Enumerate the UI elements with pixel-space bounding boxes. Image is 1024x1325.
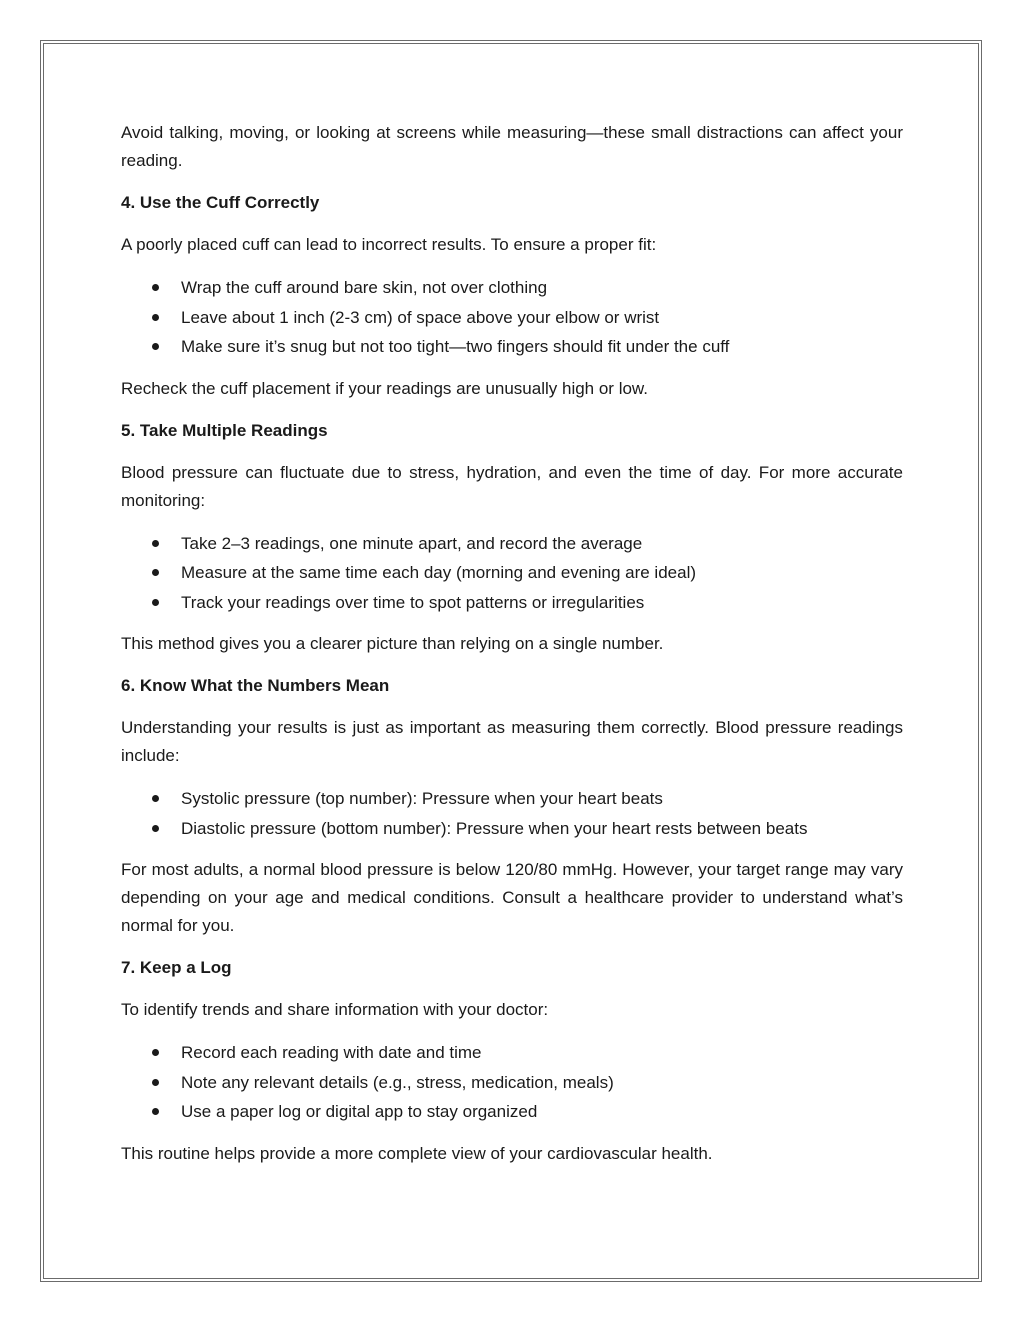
list-item-text: Leave about 1 inch (2-3 cm) of space above your elbow or wrist	[181, 307, 660, 327]
list-item	[121, 529, 903, 559]
section-multiple-readings	[121, 417, 903, 659]
list-item	[121, 588, 903, 618]
bullet-icon	[152, 1079, 159, 1086]
document-body	[121, 119, 903, 1182]
section-lead: Blood pressure can fluctuate due to stress, hydration, and even the time of day. For more accurate monitoring:	[121, 462, 903, 510]
section-know-numbers	[121, 672, 903, 940]
list-item	[121, 558, 903, 588]
bullet-list	[121, 273, 903, 362]
bullet-icon	[152, 795, 159, 802]
section-use-cuff	[121, 189, 903, 403]
list-item-text: Use a paper log or digital app to stay organized	[181, 1102, 538, 1121]
list-item-text: Take 2–3 readings, one minute apart, and record the average	[181, 533, 643, 553]
list-item-text: Measure at the same time each day (morning and evening are ideal)	[181, 563, 697, 582]
list-item-text: Wrap the cuff around bare skin, not over clothing	[181, 278, 548, 297]
section-lead: A poorly placed cuff can lead to incorrect results. To ensure a proper fit:	[121, 235, 657, 254]
list-item-text: Systolic pressure (top number): Pressure when your heart beats	[181, 789, 663, 808]
intro-paragraph: Avoid talking, moving, or looking at screens while measuring—these small distractions can affect your reading.	[121, 123, 903, 170]
list-item	[121, 1068, 903, 1098]
list-item	[121, 303, 903, 333]
bullet-icon	[152, 314, 159, 321]
section-closing: This routine helps provide a more complete view of your cardiovascular health.	[121, 1143, 713, 1163]
bullet-icon	[152, 569, 159, 576]
bullet-icon	[152, 284, 159, 291]
list-item-text: Diastolic pressure (bottom number): Pressure when your heart rests between beats	[181, 818, 808, 838]
section-lead: To identify trends and share information with your doctor:	[121, 1000, 549, 1019]
bullet-list	[121, 1038, 903, 1127]
list-item	[121, 332, 903, 362]
section-heading: 4. Use the Cuff Correctly	[121, 193, 320, 212]
bullet-icon	[152, 540, 159, 547]
bullet-icon	[152, 343, 159, 350]
section-heading: 5. Take Multiple Readings	[121, 420, 328, 440]
bullet-list	[121, 784, 903, 843]
list-item-text: Make sure it’s snug but not too tight—two fingers should fit under the cuff	[181, 337, 730, 356]
section-lead: Understanding your results is just as important as measuring them correctly. Blood pressure readings include:	[121, 718, 903, 765]
list-item	[121, 814, 903, 844]
bullet-list	[121, 529, 903, 618]
bullet-icon	[152, 1108, 159, 1115]
list-item	[121, 1038, 903, 1068]
section-keep-log	[121, 954, 903, 1168]
list-item	[121, 273, 903, 303]
list-item	[121, 784, 903, 814]
bullet-icon	[152, 599, 159, 606]
bullet-icon	[152, 825, 159, 832]
list-item-text: Note any relevant details (e.g., stress, medication, meals)	[181, 1072, 614, 1092]
section-closing: For most adults, a normal blood pressure is below 120/80 mmHg. However, your target range may vary depending on your age and medical conditions. Consult a healthcare provider to understand what’s normal for you.	[121, 860, 903, 935]
list-item	[121, 1097, 903, 1127]
list-item-text: Track your readings over time to spot patterns or irregularities	[181, 592, 645, 612]
section-heading: 6. Know What the Numbers Mean	[121, 676, 390, 695]
list-item-text: Record each reading with date and time	[181, 1043, 482, 1062]
section-closing: This method gives you a clearer picture than relying on a single number.	[121, 634, 664, 653]
section-heading: 7. Keep a Log	[121, 958, 232, 977]
section-closing: Recheck the cuff placement if your readings are unusually high or low.	[121, 378, 648, 398]
bullet-icon	[152, 1049, 159, 1056]
